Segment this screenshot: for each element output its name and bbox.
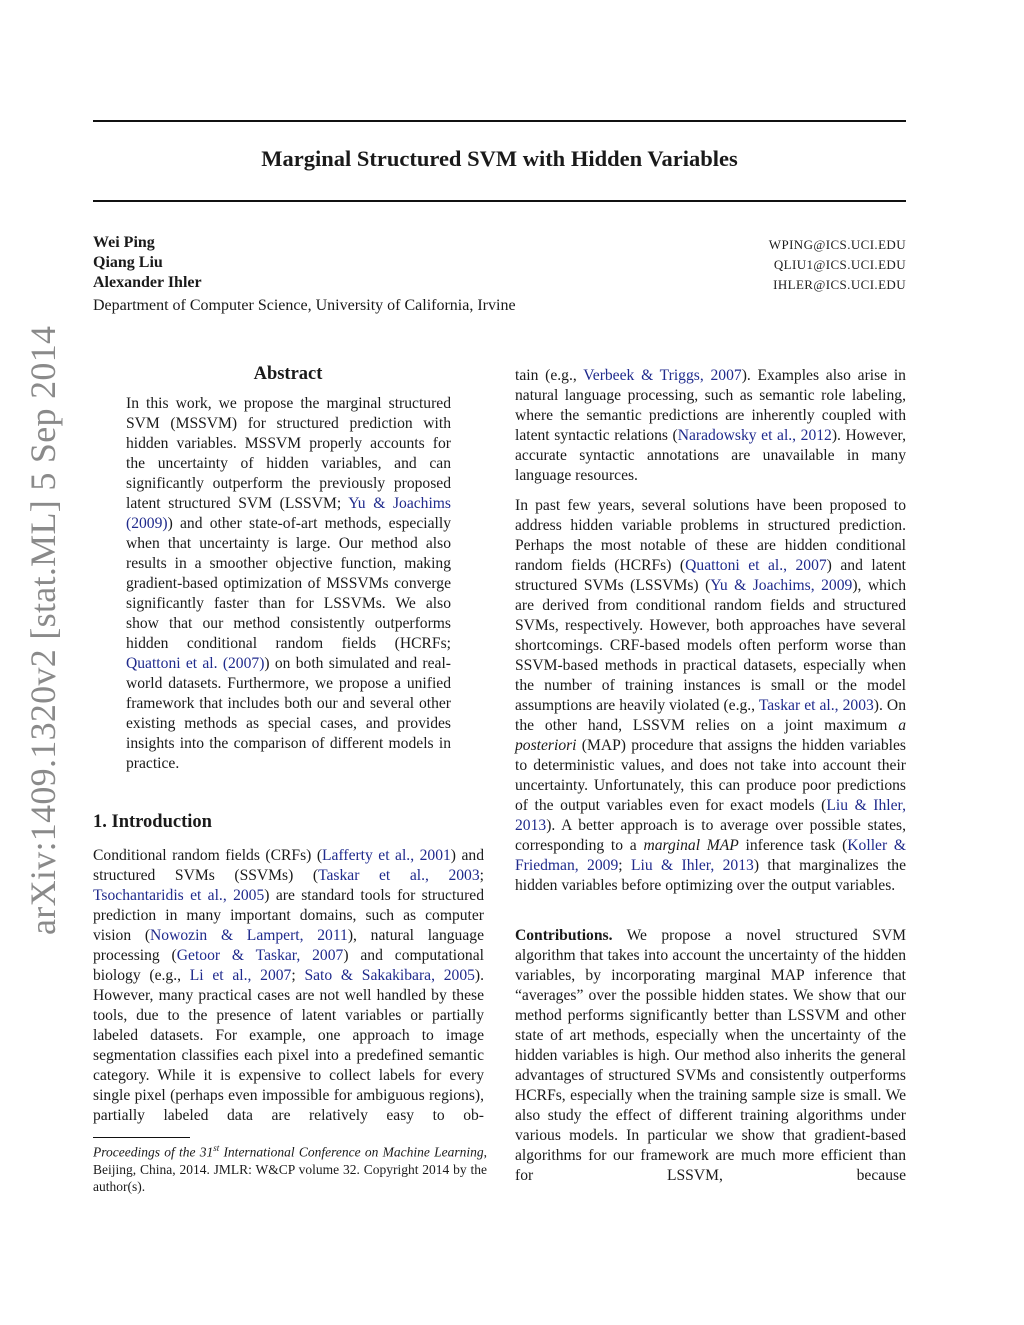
author-email: QLIU1@ICS.UCI.EDU	[773, 257, 906, 272]
text-run: ) on both simulated and real-world datasets. Furthermore, we propose a unified framework that includes both our and several other existing methods as special cases, and provides insights into the comparison of different models in practice.	[126, 655, 451, 772]
text-run: ), which are derived from conditional random fields and structured SVMs, respectively. However, both approaches have several shortcomings. CRF-based models often perform worse than SSVM-based methods in practical datasets, especially when the number of training instances is small or the model assumptions are heavily violated (e.g.,	[515, 577, 906, 714]
citation-link[interactable]: Yu & Joachims	[348, 495, 451, 512]
text-run: Conditional random fields (CRFs) (	[93, 847, 323, 864]
text-run: ). Examples also arise in natural language processing, such as semantic role labeling, where the semantic predictions are inherently coupled with latent syntactic relations (	[515, 367, 906, 444]
text-run: ) and computational biology (e.g.,	[93, 947, 484, 984]
citation-link[interactable]: Naradowsky et al., 2012	[677, 427, 832, 444]
citation-link[interactable]: Quattoni et al., 2007	[685, 557, 827, 574]
text-run: ). On the other hand, LSSVM relies on a joint maximum	[515, 697, 906, 734]
section-heading-introduction: 1. Introduction	[93, 812, 212, 832]
text-run: tain (e.g.,	[515, 367, 584, 384]
author-name: Qiang Liu	[93, 254, 163, 271]
citation-link[interactable]: (2007)	[222, 655, 265, 672]
citation-link[interactable]: Tsochantaridis et al., 2005	[93, 887, 265, 904]
arxiv-stamp: arXiv:1409.1320v2 [stat.ML] 5 Sep 2014	[23, 325, 63, 935]
citation-link[interactable]: Liu & Ihler, 2013	[515, 797, 906, 834]
citation-link[interactable]: Koller & Friedman, 2009	[515, 837, 906, 874]
text-run: inference task (	[738, 837, 848, 854]
citation-link[interactable]: Lafferty et al., 2001	[322, 847, 451, 864]
text-run: ). A better approach is to average over possible states, corresponding to a	[515, 817, 906, 854]
citation-link[interactable]: Liu & Ihler, 2013	[630, 857, 754, 874]
citation-link[interactable]: Quattoni et al.	[126, 655, 218, 672]
citation-link[interactable]: Yu & Joachims, 2009	[710, 577, 853, 594]
footnote-rule	[93, 1137, 190, 1138]
text-run: ) are standard tools for structured prediction in many important domains, such as computer vision (	[93, 887, 484, 944]
contributions-paragraph	[515, 926, 906, 1186]
citation-link[interactable]: Sato & Sakakibara, 2005	[304, 967, 475, 984]
text-run: ) and structured SVMs (SSVMs) (	[93, 847, 484, 884]
text-run: ) and latent structured SVMs (LSSVMs) (	[515, 557, 906, 594]
text-run: ;	[618, 857, 631, 874]
text-run: ;	[479, 867, 484, 884]
text-run: ), natural language processing (	[93, 927, 484, 964]
text-run: (MAP) procedure that assigns the hidden variables to deterministic values, and does not take into account their uncertainty. Unfortunately, this can produce poor predictions of the output variables even for exact models (	[515, 737, 906, 814]
citation-link[interactable]: Taskar et al., 2003	[318, 867, 480, 884]
text-run: ) that marginalizes the hidden variables before optimizing over the output variables.	[515, 857, 906, 894]
top-rule	[93, 120, 906, 122]
intro-paragraph	[515, 496, 906, 896]
affiliation: Department of Computer Science, University of California, Irvine	[93, 297, 516, 314]
bold-lead-in: Contributions.	[515, 927, 613, 944]
citation-link[interactable]: Taskar et al., 2003	[758, 697, 874, 714]
footnote-conference: International Conference on Machine Learning	[219, 1144, 484, 1160]
title-bottom-rule	[93, 200, 906, 202]
citation-link[interactable]: Li et al., 2007	[189, 967, 292, 984]
text-run: In this work, we propose the marginal structured SVM (MSSVM) for structured prediction with hidden variables. MSSVM properly accounts for the uncertainty of hidden variables, and can significantly outperform the previously proposed latent structured SVM (LSSVM;	[126, 395, 451, 512]
citation-link[interactable]: Nowozin & Lampert, 2011	[150, 927, 348, 944]
abstract-text	[126, 394, 451, 774]
footnote	[93, 1140, 487, 1195]
text-run: ). However, many practical cases are not well handled by these tools, due to the presence of latent variables or partially labeled datasets. For example, one approach to image segmentation classifies each pixel into a predefined semantic category. While it is expensive to collect labels for every single pixel (perhaps even impossible for ambiguous regions), partially labeled data are relatively easy to ob-	[93, 967, 485, 1124]
author-name: Wei Ping	[93, 234, 155, 251]
author-email: IHLER@ICS.UCI.EDU	[773, 277, 906, 292]
paper-title: Marginal Structured SVM with Hidden Variables	[261, 146, 738, 171]
intro-paragraph	[515, 366, 906, 486]
abstract-heading: Abstract	[253, 364, 323, 384]
footnote-superscript: st	[213, 1143, 220, 1153]
italic-text: a posteriori	[515, 717, 906, 754]
text-run: In past few years, several solutions have been proposed to address hidden variable problems in structured prediction. Perhaps the most notable of these are hidden conditional random fields (HCRFs) (	[515, 497, 906, 574]
intro-paragraph	[93, 846, 484, 1126]
italic-text: marginal MAP	[643, 837, 739, 854]
author-email: WPING@ICS.UCI.EDU	[768, 237, 906, 252]
text-run: ;	[291, 967, 305, 984]
text-run: We propose a novel structured SVM algorithm that takes into account the uncertainty of the hidden variables, by incorporating marginal MAP inference that “averages” over the possible hidden states. We show that our method performs significantly better than LSSVM and other state of art methods, especially when the uncertainty of the hidden variables is high. Our method also inherits the general advantages of structured SVMs and consistently outperforms HCRFs, especially when the training sample size is small. We also study the effect of different training algorithms under various models. In particular we show that gradient-based algorithms for our framework are much more efficient than for LSSVM, because	[515, 927, 906, 1184]
citation-link[interactable]: (2009)	[126, 515, 168, 532]
footnote-proceedings: Proceedings of the 31	[93, 1144, 214, 1160]
citation-link[interactable]: Getoor & Taskar, 2007	[176, 947, 344, 964]
footnote-details: , Beijing, China, 2014. JMLR: W&CP volume 32. Copyright 2014 by the author(s).	[93, 1144, 487, 1194]
text-run: ) and other state-of-art methods, especially when that uncertainty is large. Our method also results in a smoother objective function, making gradient-based optimization of MSSVMs converge significantly faster than for LSSVMs. We also show that our method consistently outperforms hidden conditional random fields (HCRFs;	[126, 515, 451, 652]
author-name: Alexander Ihler	[93, 274, 202, 291]
text-run: ). However, accurate syntactic annotations are unavailable in many language resources.	[515, 427, 906, 484]
citation-link[interactable]: Verbeek & Triggs, 2007	[583, 367, 742, 384]
